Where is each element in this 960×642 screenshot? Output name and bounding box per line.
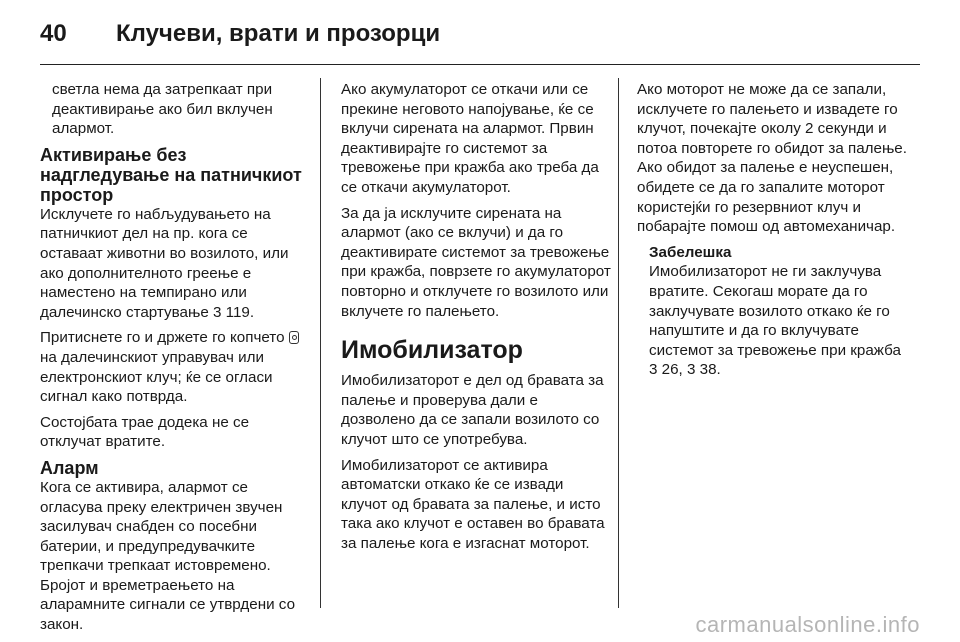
note-body: Имобилизаторот не ги заклучува вратите. Секогаш морате да го заклучувате возилото откако ќе го напуштите и да го вклучувате системот за тревожење при кражба [649,263,901,359]
paragraph [40,205,310,323]
column-right [637,80,913,386]
page-number: 40 [40,20,67,47]
intro-paragraph: светла нема да затрепкаат при деактивирање ако бил вклучен алармот. [52,81,273,138]
section-heading-immobiliser: Имобилизатор [341,336,523,365]
watermark: carmanualsonline.info [695,612,920,637]
paragraph: Имобилизаторот е дел од бравата за палење и проверува дали е дозволено да се запали возилото со клучот што се употребува. [341,372,604,448]
paragraph: За да ја исклучите сирената на алармот (ако се вклучи) и да го деактивирате системот за тревожење при кражба, поврзете го акумулаторот повторно и отклучете го возилото или вклучете го палењето. [341,204,611,320]
paragraph-text: на далечинскиот управувач или електронскиот клуч; ќе се огласи сигнал како потврда. [40,348,273,406]
page-header [40,14,920,54]
lock-button-icon [289,331,299,344]
column-divider [618,78,619,608]
section-heading-alarm: Аларм [40,457,99,478]
chapter-title: Клучеви, врати и прозорци [116,20,441,47]
header-rule [40,64,920,65]
paragraph: Ако акумулаторот се откачи или се прекине неговото напојување, ќе се вклучи сирената на алармот. Првин деактивирајте го системот за тревожење при кражба ако треба да се откачи акумулаторот. [341,81,599,196]
note-title: Забелешка [649,243,732,261]
paragraph: Состојбата трае додека не се отклучат вратите. [40,413,250,451]
paragraph: Ако моторот не може да се запали, исклучете го палењето и извадете го клучот, почекајте околу 2 секунди и потоа повторете го обидот за палење. Ако обидот за палење е неуспешен, обидете се да го запалите моторот користејќи го резервниот клуч и побарајте помош од автомеханичар. [637,81,907,236]
page-reference[interactable]: 3 26, 3 38. [649,361,721,379]
paragraph-text: Исклучете го набљудувањето на патничкиот дел на пр. кога се оставаат животни во возилото, или ако дополнителното греење е наместено на темпирано или далечинско стартување [40,205,289,321]
section-heading-activation: Активирање без надгледување на патничкиот простор [40,144,302,205]
paragraph-text: Притиснете го и држете го копчето [40,329,285,347]
column-left [40,80,310,641]
note-text [649,262,913,380]
note-box [637,243,913,380]
paragraph [40,328,310,406]
paragraph: Имобилизаторот се активира автоматски откако ќе се извади клучот од бравата за палење, и исто така ако клучот е оставен во бравата за палење кога е изгаснат моторот. [341,456,605,552]
page-reference[interactable]: 3 119. [213,303,255,321]
column-divider [320,78,321,608]
paragraph: Кога се активира, алармот се огласува преку електричен звучен засилувач снабден со посебни батерии, и предупредувачките трепкачи трепкаат истовремено. Бројот и времетраењето на аларамните сигнали се утврдени со закон. [40,478,296,634]
column-middle [341,80,611,559]
